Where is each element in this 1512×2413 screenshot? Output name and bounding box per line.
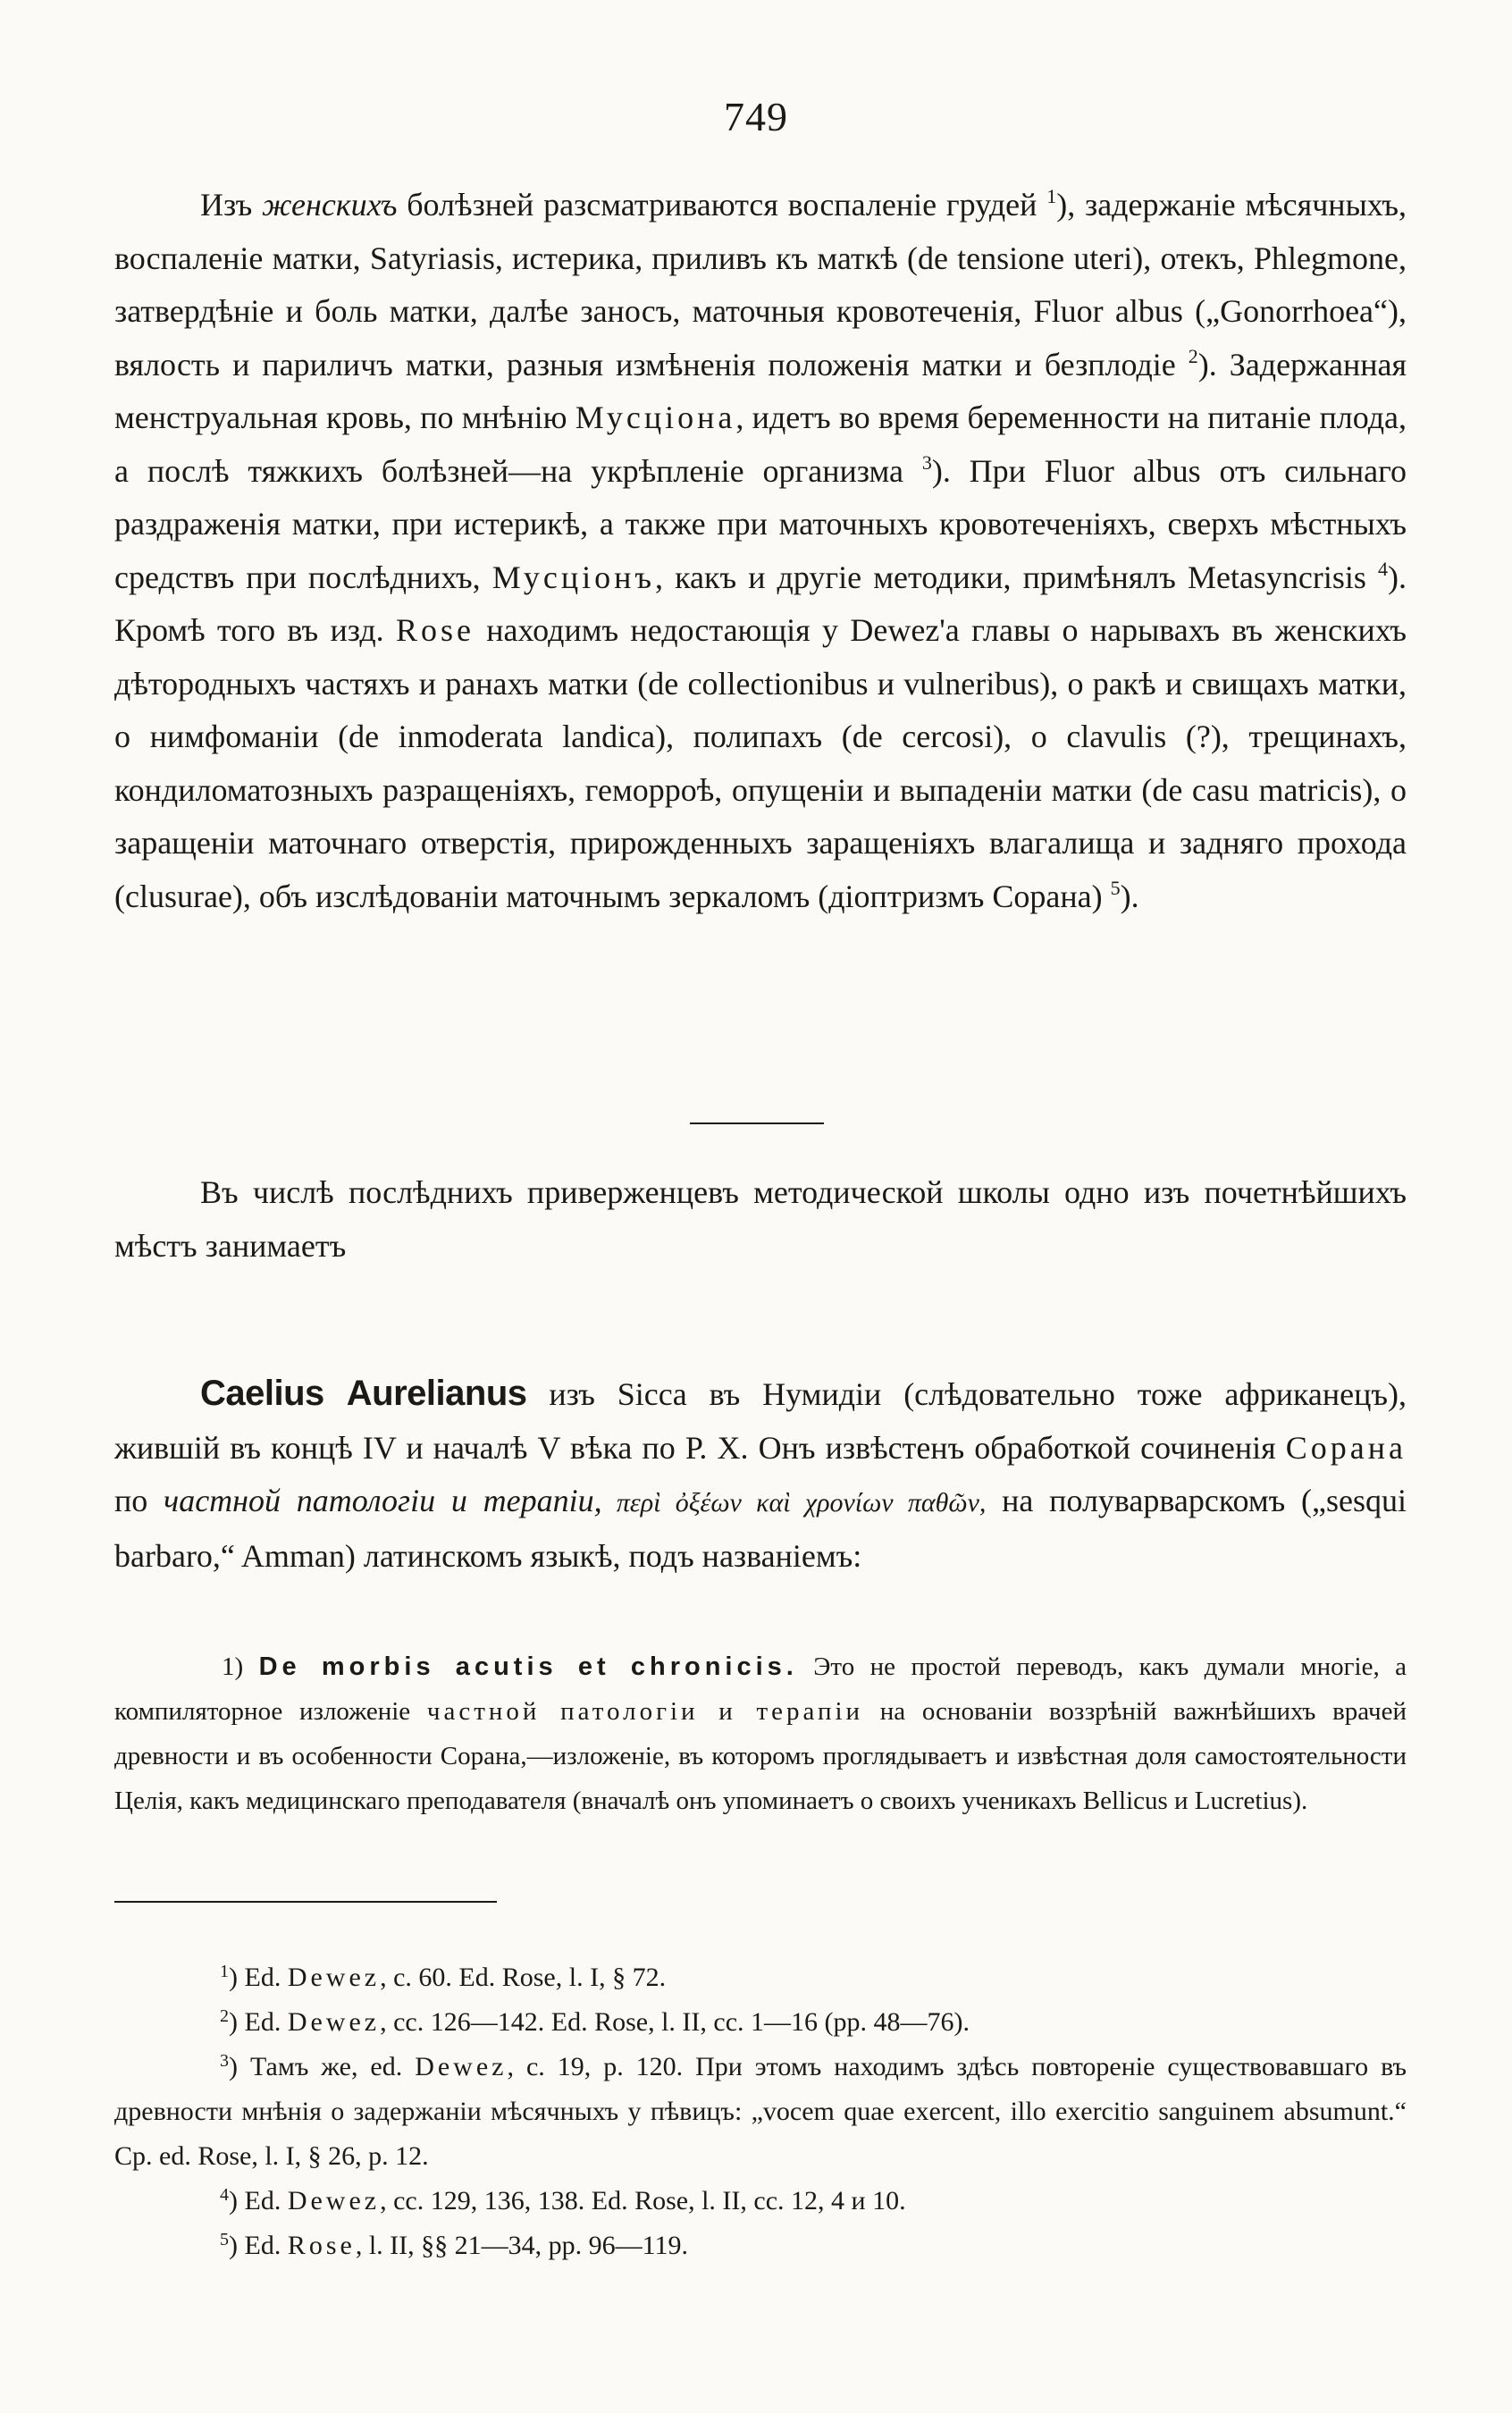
footnote-item: $^3$) Тамъ же, ed. Dewez, с. 19, р. 120. При этомъ находимъ здѣсь повтореніе существовавшаго въ древности мнѣнія о задержаніи мѣсячныхъ у пѣвицъ: „vocem quae exercent, illo exercitio sanguinem absumunt.“ Cp. ed. Rose, l. I, § 26, p. 12. xyxy=(114,2051,1407,2171)
work-note-paragraph: 1) De morbis acutis et chronicis. Это не простой переводъ, какъ думали многіе, а компиляторное изложеніе частной патологіи и терапіи на основаніи воззрѣній важнѣйшихъ врачей древности и въ особенности Сорана,—изложеніе, въ которомъ проглядываетъ и извѣстная доля самостоятельности Целія, какъ медицинскаго преподавателя (вначалѣ онъ упоминаетъ о своихъ ученикахъ Bellicus и Lucretius). xyxy=(114,1652,1407,1815)
work-title: De morbis acutis et chronicis. xyxy=(258,1652,798,1681)
paragraph-female-diseases: Изъ женскихъ болѣзней разсматриваются воспаленіе грудей $^1$), задержаніе мѣсячныхъ, воспаленіе матки, Satyriasis, истерика, приливъ къ маткѣ (de tensione uteri), отекъ, Phlegmone, затвердѣніе и боль матки, далѣе заносъ, маточныя кровотеченія, Fluor albus („Gonorrhoea“), вялость и париличъ матки, разныя измѣненія положенія матки и безплодіе $^2$). Задержанная менструальная кровь, по мнѣнію Мусціона, идетъ во время беременности на питаніе плода, а послѣ тяжкихъ болѣзней—на укрѣпленіе организма $^3$). При Fluor albus отъ сильнаго раздраженія матки, при истерикѣ, а также при маточныхъ кровотеченіяхъ, сверхъ мѣстныхъ средствъ при послѣднихъ, Мусціонъ, какъ и другіе методики, примѣнялъ Metasyncrisis $^4$). Кромѣ того въ изд. Rose находимъ недостающія у Dewez'а главы о нарывахъ въ женскихъ дѣтородныхъ частяхъ и ранахъ матки (de collectionibus и vulneribus), о ракѣ и свищахъ матки, о нимфоманіи (de inmoderata landica), полипахъ (de cercosi), о clavulis (?), трещинахъ, кондиломатозныхъ разращеніяхъ, геморроѣ, опущеніи и выпаденіи матки (de casu matricis), о заращеніи маточнаго отверстія, прирожденныхъ заращеніяхъ влагалища и задняго прохода (clusurae), объ изслѣдованіи маточнымъ зеркаломъ (діоптризмъ Сорана) $^5$). xyxy=(114,185,1407,914)
paragraph-transition: Въ числѣ послѣднихъ приверженцевъ методической школы одно изъ почетнѣйшихъ мѣстъ занимаетъ xyxy=(114,1174,1407,1264)
footnote-ref-4[interactable]: 4 xyxy=(1378,557,1388,580)
footnote-ref-2[interactable]: 2 xyxy=(1188,344,1198,367)
footnote-divider xyxy=(114,1901,497,1903)
footnote-item: $^4$) Ed. Dewez, сс. 129, 136, 138. Ed. Rose, l. II, сс. 12, 4 и 10. xyxy=(220,2185,906,2215)
footnote-item: $^5$) Ed. Rose, l. II, §§ 21—34, pp. 96—119. xyxy=(220,2230,689,2260)
transition-text xyxy=(114,1166,1407,1273)
footnote-ref-1[interactable]: 1 xyxy=(1046,185,1057,207)
footnote-item: $^2$) Ed. Dewez, сс. 126—142. Ed. Rose, l. II, сс. 1—16 (pp. 48—76). xyxy=(220,2006,970,2037)
emphasis-spaced: частной патологіи и терапіи xyxy=(426,1697,864,1726)
caelius-text xyxy=(114,1367,1407,1583)
name-muscion: Мусціона xyxy=(575,399,736,435)
name-muscion-2: Мусціонъ xyxy=(491,559,655,595)
emphasis-women: женскихъ xyxy=(262,187,398,223)
page-number: 749 xyxy=(724,94,788,139)
section-divider xyxy=(690,1122,824,1124)
author-heading: Caelius Aurelianus xyxy=(200,1374,527,1413)
main-text xyxy=(114,179,1407,923)
greek-title: περὶ ὀξέων καὶ χρονίων παθῶν, xyxy=(601,1488,987,1518)
footnote-item: $^1$) Ed. Dewez, с. 60. Ed. Rose, l. I, § 72. xyxy=(220,1962,667,1992)
name-rose: Rose xyxy=(395,612,475,648)
work-note xyxy=(114,1644,1407,1823)
footnotes xyxy=(114,1955,1407,2268)
footnote-ref-5[interactable]: 5 xyxy=(1110,876,1121,899)
paragraph-caelius: Caelius Aurelianus изъ Sicca въ Нумидіи (слѣдовательно тоже африканецъ), жившій въ концѣ IV и началѣ V вѣка по Р. Х. Онъ извѣстенъ обработкой сочиненія Сорана по частной патологіи и терапіи, περὶ ὀξέων καὶ χρονίων παθῶν, на полуварварскомъ („sesqui barbaro,“ Amman) латинскомъ языкѣ, подъ названіемъ: xyxy=(114,1374,1407,1574)
name-soran: Сорана xyxy=(1285,1429,1407,1466)
emphasis-pathology: частной патологіи и терапіи, xyxy=(164,1483,602,1518)
footnote-ref-3[interactable]: 3 xyxy=(921,450,932,474)
